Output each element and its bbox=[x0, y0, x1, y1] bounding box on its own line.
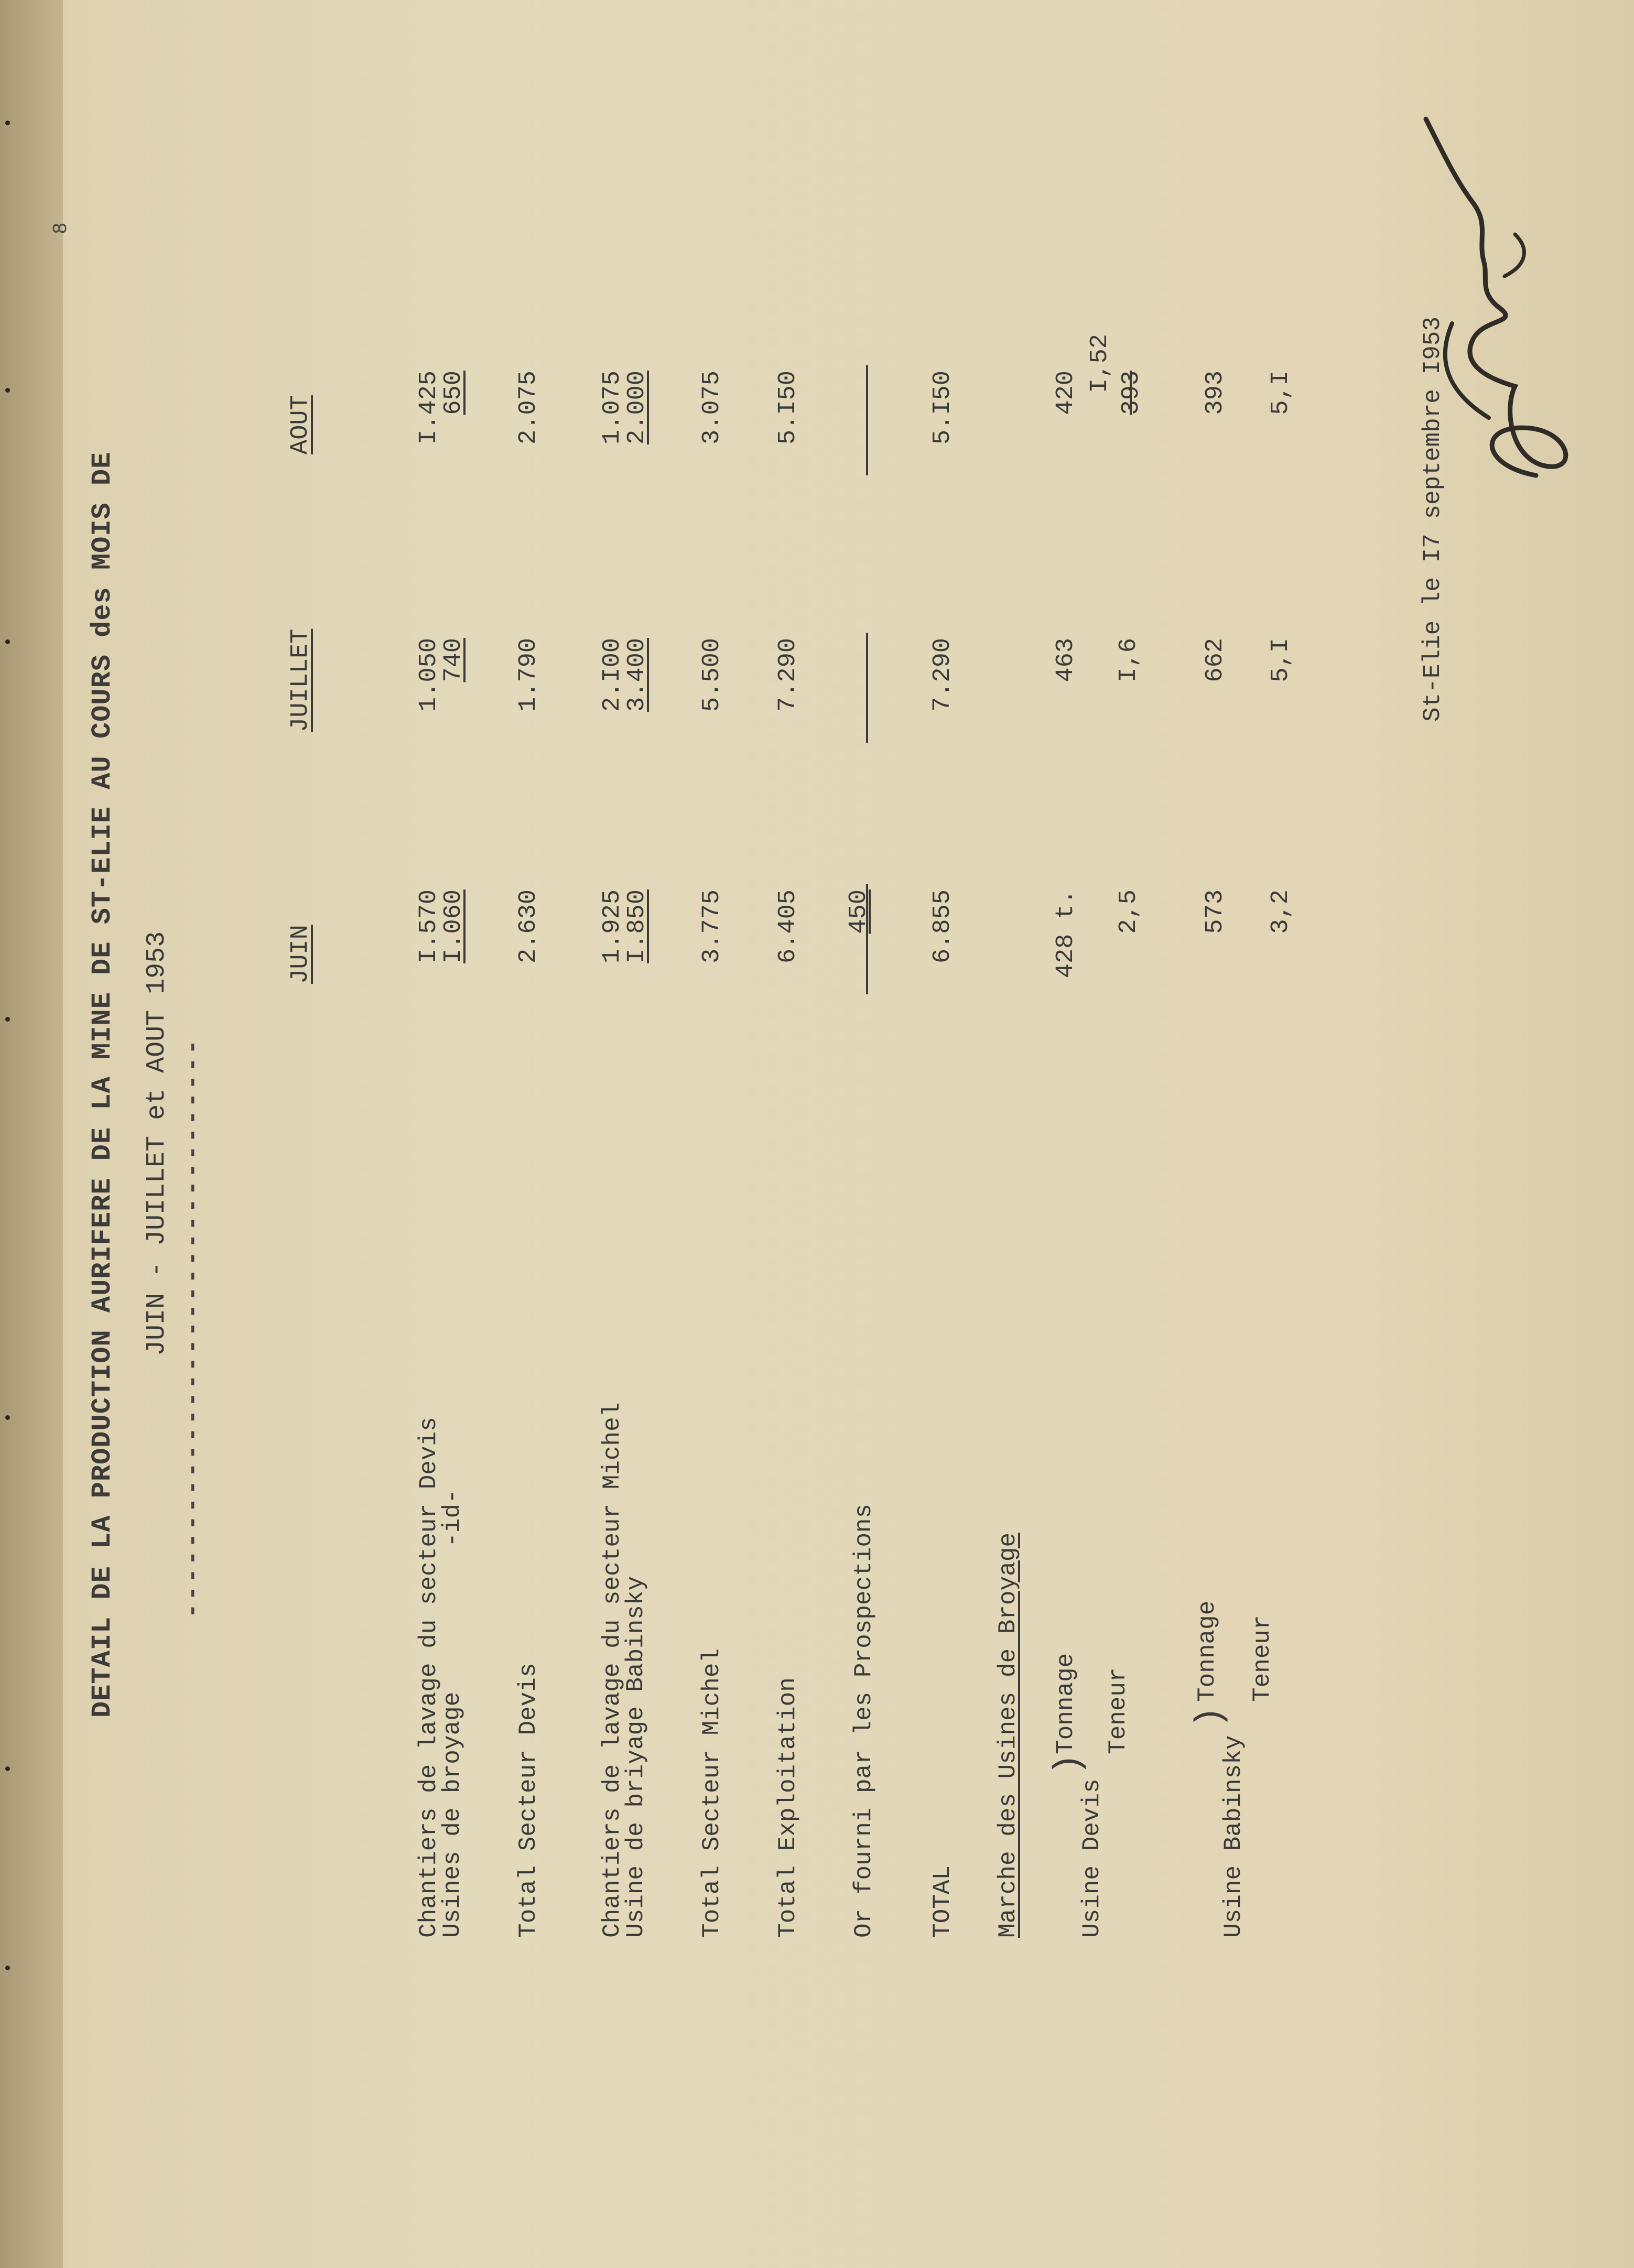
table-cell: I.060 bbox=[440, 889, 468, 964]
table-cell: 662 bbox=[1202, 638, 1229, 682]
brace-left: ) bbox=[1048, 1753, 1090, 1775]
table-cell: I.570 bbox=[415, 889, 443, 964]
usine-babinsky-label: Usine Babinsky bbox=[1220, 1735, 1247, 1938]
rule-line bbox=[866, 884, 868, 994]
table-cell: 3.400 bbox=[623, 638, 651, 712]
row-label-usine-babinsky: Usine de briyage Babinsky bbox=[622, 1576, 650, 1938]
table-cell: 1.075 bbox=[599, 371, 626, 445]
signature bbox=[1415, 98, 1588, 496]
table-cell: 5.I50 bbox=[774, 371, 802, 445]
brace-left: ) bbox=[1190, 1706, 1231, 1728]
table-cell: 7.290 bbox=[774, 638, 802, 712]
marche-heading: Marche des Usines de Broyage bbox=[994, 1533, 1022, 1938]
table-cell: 2.I00 bbox=[599, 638, 626, 712]
footer-place-date: St-Elie le I7 septembre I953 bbox=[1419, 317, 1446, 722]
row-label-total-michel: Total Secteur Michel bbox=[698, 1648, 726, 1938]
table-cell: 5.I50 bbox=[929, 371, 957, 445]
tonnage-label: Tonnage bbox=[1052, 1653, 1079, 1754]
column-header-juin: JUIN bbox=[287, 925, 315, 984]
table-cell: I,6 bbox=[1115, 638, 1143, 682]
dash-line-aout bbox=[866, 365, 868, 475]
table-cell: 650 bbox=[440, 371, 468, 415]
table-cell: 2.630 bbox=[515, 889, 543, 964]
table-cell: 1.790 bbox=[515, 638, 543, 712]
row-label-chantiers-devis: Chantiers de lavage du secteur Devis bbox=[415, 1417, 442, 1938]
table-cell: 1.925 bbox=[599, 889, 626, 964]
dash-line-juillet bbox=[866, 633, 868, 743]
row-label-total-devis: Total Secteur Devis bbox=[515, 1663, 542, 1938]
row-label-total-exploitation: Total Exploitation bbox=[774, 1677, 802, 1938]
teneur-label: Teneur bbox=[1105, 1667, 1132, 1754]
struck-value: 393 bbox=[1118, 371, 1145, 415]
table-cell: 3.775 bbox=[698, 889, 726, 964]
table-cell: I.850 bbox=[623, 889, 651, 964]
document-subtitle: JUIN - JUILLET et AOUT 1953 bbox=[142, 931, 172, 1356]
table-cell: 393 bbox=[1202, 371, 1229, 415]
table-cell: 3,2 bbox=[1267, 889, 1295, 934]
table-cell: 6.855 bbox=[929, 889, 957, 964]
teneur-label: Teneur bbox=[1249, 1615, 1276, 1702]
table-cell: 5.500 bbox=[698, 638, 726, 712]
column-header-juillet: JUILLET bbox=[287, 628, 315, 732]
page-number-mark: 8 bbox=[50, 222, 72, 234]
table-cell: I,52 bbox=[1086, 334, 1114, 393]
table-cell: 7.290 bbox=[929, 638, 957, 712]
row-label-or-fourni: Or fourni par les Prospections bbox=[850, 1503, 878, 1938]
table-cell: 450 bbox=[845, 889, 873, 934]
table-cell: 428 t. bbox=[1052, 889, 1080, 979]
table-cell: 2.075 bbox=[515, 371, 543, 445]
table-cell: I.425 bbox=[415, 371, 443, 445]
row-label-total: TOTAL bbox=[929, 1865, 956, 1938]
table-cell: 1.050 bbox=[415, 638, 443, 712]
document-title: DETAIL DE LA PRODUCTION AURIFERE DE LA MINE DE ST-ELIE AU COURS des MOIS DE bbox=[87, 451, 118, 1718]
table-cell: 463 bbox=[1052, 638, 1080, 682]
row-label-usines-broyage: Usines de broyage -id- bbox=[439, 1489, 466, 1938]
table-cell: 573 bbox=[1202, 889, 1229, 934]
tonnage-label: Tonnage bbox=[1194, 1600, 1221, 1702]
table-cell: 6.405 bbox=[774, 889, 802, 964]
table-cell: 420 bbox=[1052, 371, 1080, 415]
table-cell: 2.000 bbox=[623, 371, 651, 445]
table-cell: 5,I bbox=[1267, 371, 1295, 415]
table-cell: 3.075 bbox=[698, 371, 726, 445]
table-cell: 5,I bbox=[1267, 638, 1295, 682]
separator-dashes: --------------------------------- bbox=[179, 1037, 207, 1618]
table-cell: 2,5 bbox=[1115, 889, 1143, 934]
usine-devis-label: Usine Devis bbox=[1078, 1778, 1106, 1938]
row-label-chantiers-michel: Chantiers de lavage du secteur Michel bbox=[599, 1402, 626, 1938]
table-cell: 740 bbox=[440, 638, 468, 682]
column-header-aout: AOUT bbox=[287, 395, 315, 454]
